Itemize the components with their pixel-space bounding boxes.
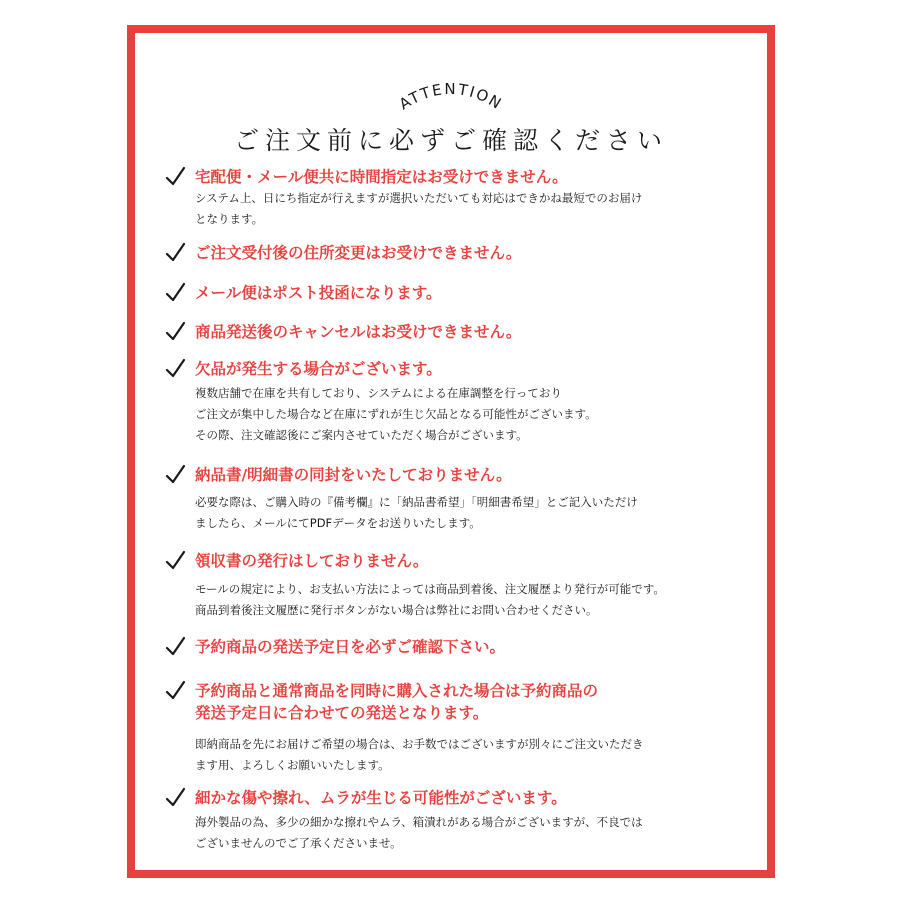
item-desc-line: となります。 xyxy=(195,212,264,226)
check-icon xyxy=(165,550,187,572)
item-heading: 予約商品の発送予定日を必ずご確認下さい。 xyxy=(195,638,506,656)
header xyxy=(135,33,767,163)
check-icon xyxy=(165,166,187,188)
item-heading: 商品発送後のキャンセルはお受けできません。 xyxy=(195,323,522,341)
item-desc-line: モールの規定により、お支払い方法によっては商品到着後、注文履歴より発行が可能です。 xyxy=(195,582,665,596)
item-heading: 領収書の発行はしておりません。 xyxy=(195,552,429,570)
item-desc-line: ございませんのでご了承くださいませ。 xyxy=(195,836,402,850)
item-heading: 細かな傷や擦れ、ムラが生じる可能性がございます。 xyxy=(195,789,567,807)
attention-frame xyxy=(127,25,775,878)
item-desc-line: 必要な際は、ご購入時の『備考欄』に「納品書希望」「明細書希望」とご記入いただけ xyxy=(195,495,638,509)
check-icon xyxy=(165,358,187,380)
item-desc-line: ご注文が集中した場合など在庫にずれが生じ欠品となる可能性がございます。 xyxy=(195,407,597,421)
item-heading: 欠品が発生する場合がございます。 xyxy=(195,360,442,378)
item-heading: ご注文受付後の住所変更はお受けできません。 xyxy=(195,244,522,262)
page-title: ご注文前に必ずご確認ください xyxy=(233,126,668,155)
attention-arc-label xyxy=(361,69,541,129)
item-desc-line: その際、注文確認後にご案内させていただく場合がございます。 xyxy=(195,428,528,442)
check-icon xyxy=(165,787,187,809)
item-desc-line: 海外製品の為、多少の細かな擦れやムラ、箱潰れがある場合がございますが、不良では xyxy=(195,815,643,829)
svg-text:ATTENTION xyxy=(396,80,506,113)
check-icon xyxy=(165,282,187,304)
item-heading: 予約商品と通常商品を同時に購入された場合は予約商品の xyxy=(195,682,599,700)
item-desc-line: システム上、日にち指定が行えますが選択いただいても対応はできかね最短でのお届け xyxy=(195,191,643,205)
item-heading: 宅配便・メール便共に時間指定はお受けできません。 xyxy=(195,168,568,186)
check-icon xyxy=(165,321,187,343)
check-icon xyxy=(165,464,187,486)
item-desc-line: 即納商品を先にお届けご希望の場合は、お手数ではございますが別々にご注文いただき xyxy=(195,737,644,751)
item-desc-line: 商品到着後注文履歴に発行ボタンがない場合は弊社にお問い合わせください。 xyxy=(195,603,598,617)
item-heading-line2: 発送予定日に合わせての発送となります。 xyxy=(195,704,489,722)
item-desc-line: 複数店舗で在庫を共有しており、システムによる在庫調整を行っており xyxy=(195,386,562,400)
item-desc-line: ましたら、メールにてPDFデータをお送りいたします。 xyxy=(195,516,481,530)
check-icon xyxy=(165,242,187,264)
check-icon xyxy=(165,680,187,702)
attention-label: ATTENTION xyxy=(395,79,506,114)
item-heading: 納品書/明細書の同封をいたしておりません。 xyxy=(195,466,512,484)
item-desc-line: ます用、よろしくお願いいたします。 xyxy=(195,758,390,772)
check-icon xyxy=(165,636,187,658)
item-heading: メール便はポスト投函になります。 xyxy=(195,284,442,302)
